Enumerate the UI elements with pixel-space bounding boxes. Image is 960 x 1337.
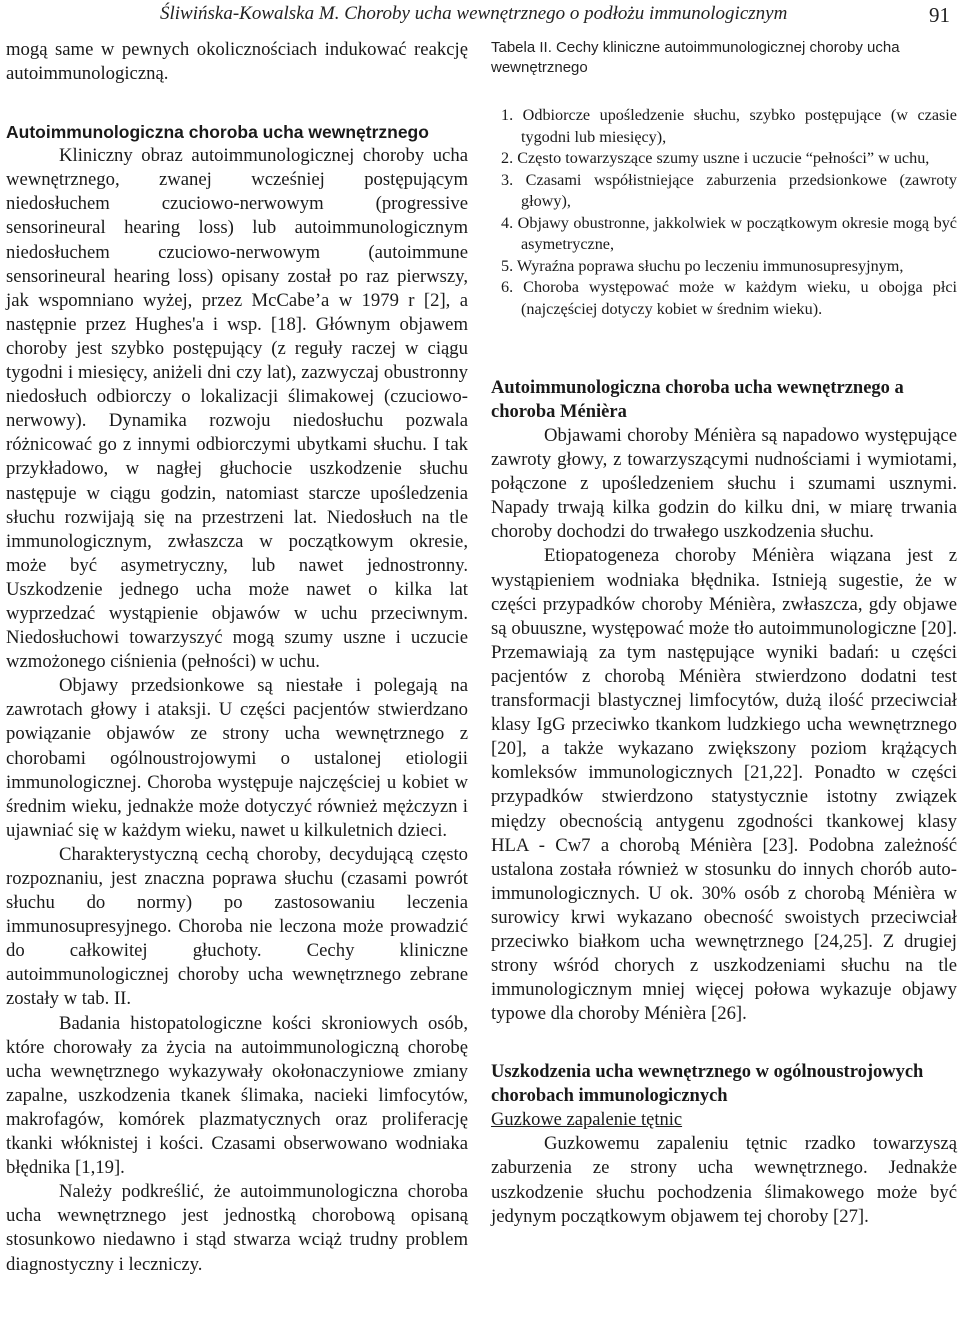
- subsection-heading: Guzkowe zapalenie tętnic: [491, 1110, 683, 1131]
- body-paragraph: Należy podkreślić, że autoimmunologiczna choroba ucha wewnętrznego jest jednostką chorobową opisaną stosunkowo niedawno i stąd stwarza wciąż trudny problem diagnostyczny i leczniczy.: [6, 1181, 468, 1275]
- list-item: 1. Odbiorcze upośledzenie słuchu, szybko postępujące (w czasie tygodni lub miesięcy),: [501, 106, 957, 146]
- right-column: [491, 38, 957, 1229]
- left-column: [6, 38, 468, 1277]
- table-caption: Tabela II. Cechy kliniczne autoimmunologicznej choroby ucha wewnętrznego: [491, 39, 900, 76]
- body-paragraph: Guzkowemu zapaleniu tętnic rzadko towarzyszą zaburzenia ze strony ucha wewnętrznego. Jednakże uszkodzenie słuchu pochodzenia ślimakowego może być jedynym początkowym objawem tej choroby [27].: [491, 1133, 957, 1227]
- list-item: 4. Objawy obustronne, jakkolwiek w początkowym okresie mogą być asymetryczne,: [501, 213, 957, 253]
- clinical-features-list: [491, 105, 957, 320]
- body-paragraph: Kliniczny obraz autoimmunologicznej choroby ucha wewnętrznego, zwanej wcześniej postępującym niedosłuchem czuciowo-nerwowym (progressive sensorineural hearing loss) lub autoimmunologicznym niedosłuchem czuciowo-nerwowym (autoimmune sensorineural hearing loss) opisany został po raz pierwszy, jak wspomniano wyżej, przez McCabe’a w 1979 r [2], a następnie przez Hughes'a i wsp. [18]. Głównym objawem choroby jest szybko postępujący (z reguły raczej w ciągu tygodni i miesięcy, aniżeli dni czy lat), zazwyczaj obustronny niedosłuch odbiorczy o lokalizacji ślimakowej (czuciowo-nerwowy). Dynamika rozwoju niedosłuchu pozwala różnicować go z innymi odbiorczymi ubytkami słuchu. I tak przykładowo, w nagłej głuchocie uszkodzenie słuchu następuje w ciągu godzin, natomiast starcze upośledzenia słuchu rozwijają się na przestrzeni lat. Niedosłuch na tle immunologicznym, zwłaszcza w początkowym okresie, może być asymetryczny, lub nawet jednostronny. Uszkodzenie jednego ucha może nawet o kilka lat wyprzedzać wystąpienie objawów w uchu przeciwnym. Niedosłuchowi towarzyszyć mogą szumy uszne i uczucie wzmożonego ciśnienia (pełności) w uchu.: [6, 145, 468, 673]
- body-paragraph: Objawami choroby Ménièra są napadowo występujące zawroty głowy, z towarzyszącymi nudnościami i wymiotami, połączone z upośledzeniem słuchu i szumami usznymi. Napady trwają kilka godzin do kilku dni, w miarę trwania choroby dochodzi do trwałego uszkodzenia słuchu.: [491, 425, 957, 543]
- page-number: 91: [929, 3, 950, 27]
- list-item: 6. Choroba występować może w każdym wieku, u obojga płci (najczęściej dotyczy kobiet w średnim wieku).: [501, 278, 957, 318]
- list-item: 2. Często towarzyszące szumy uszne i uczucie “pełności” w uchu,: [501, 149, 930, 167]
- section-heading-systemic: Uszkodzenia ucha wewnętrznego w ogólnoustrojowych chorobach immunologicznych: [491, 1062, 924, 1107]
- section-heading-meniere: Autoimmunologiczna choroba ucha wewnętrznego a choroba Ménièra: [491, 378, 904, 422]
- body-paragraph: Objawy przedsionkowe są niestałe i polegają na zawrotach głowy i ataksji. U części pacjentów stwierdzano powiązanie objawów ze strony ucha wewnętrznego z chorobami ogólnoustrojowymi o ustalonej etiologii immunologicznej. Choroba występuje najczęściej u kobiet w średnim wieku, jednakże może dotyczyć również mężczyzn i ujawniać się w każdym wieku, nawet u kilkuletnich dzieci.: [6, 675, 468, 841]
- section-heading-aied: Autoimmunologiczna choroba ucha wewnętrznego: [6, 122, 429, 143]
- running-header: [160, 3, 950, 29]
- intro-paragraph: mogą same w pewnych okolicznościach indukować reakcję autoimmunologiczną.: [6, 39, 468, 85]
- body-paragraph: Etiopatogeneza choroby Ménièra wiązana jest z wystąpieniem wodniaka błędnika. Istnieją sugestie, że w części przypadków choroby Ménièra, zwłaszcza, gdy objawe są obuuszne, występować może tło autoimmunologiczne [20]. Przemawiają za tym następujące wyniki badań: u części pacjentów z chorobą Ménièra stwierdzono dodatni test transformacji blastycznej limfocytów, dużą ilość przeciwciał klasy IgG przeciwko tkankom ludzkiego ucha wewnętrznego [20], a także wykazano zwiększony poziom krążących komleksów immunologicznych [21,22]. Ponadto w części przypadków stwierdzono statystycznie istotny związek między obecnością antygenu zgodności tkankowej klasy HLA - Cw7 a chorobą Ménièra [23]. Podobna zależność ustalona została również w stosunku do innych chorób auto-immunologicznych. U ok. 30% osób z chorobą Ménièra w surowicy krwi wykazano obecność swoistych przeciwciał przeciwko białkom ucha wewnętrznego [24,25]. Z drugiej strony wśród chorych z uszkodzeniami słuchu na tle immunologicznym mniej więcej połowa wykazuje objawy typowe dla choroby Ménièra [26].: [491, 545, 957, 1025]
- body-paragraph: Charakterystyczną cechą choroby, decydującą często rozpoznaniu, jest znaczna poprawa słuchu (czasami powrót słuchu do normy) po zastosowaniu leczenia immunosupresyjnego. Choroba nie leczona może prowadzić do całkowitej głuchoty. Cechy kliniczne autoimmunologicznej choroby ucha wewnętrznego zebrane zostały w tab. II.: [6, 843, 468, 1010]
- list-item: 5. Wyraźna poprawa słuchu po leczeniu immunosupresyjnym,: [501, 256, 904, 275]
- running-title: Śliwińska-Kowalska M. Choroby ucha wewnętrznego o podłożu immunologicznym: [160, 3, 788, 24]
- body-paragraph: Badania histopatologiczne kości skroniowych osób, które chorowały za życia na autoimmunologiczną chorobę ucha wewnętrznego wykazywały okołonaczyniowe zmiany zapalne, uszkodzenia tkanek ślimaka, nacieki limfocytów, makrofagów, komórek plazmatycznych oraz proliferację tkanki włóknistej i kości. Czasami obserwowano wodniaka błędnika [1,19].: [6, 1012, 468, 1179]
- list-item: 3. Czasami współistniejące zaburzenia przedsionkowe (zawroty głowy),: [501, 170, 957, 210]
